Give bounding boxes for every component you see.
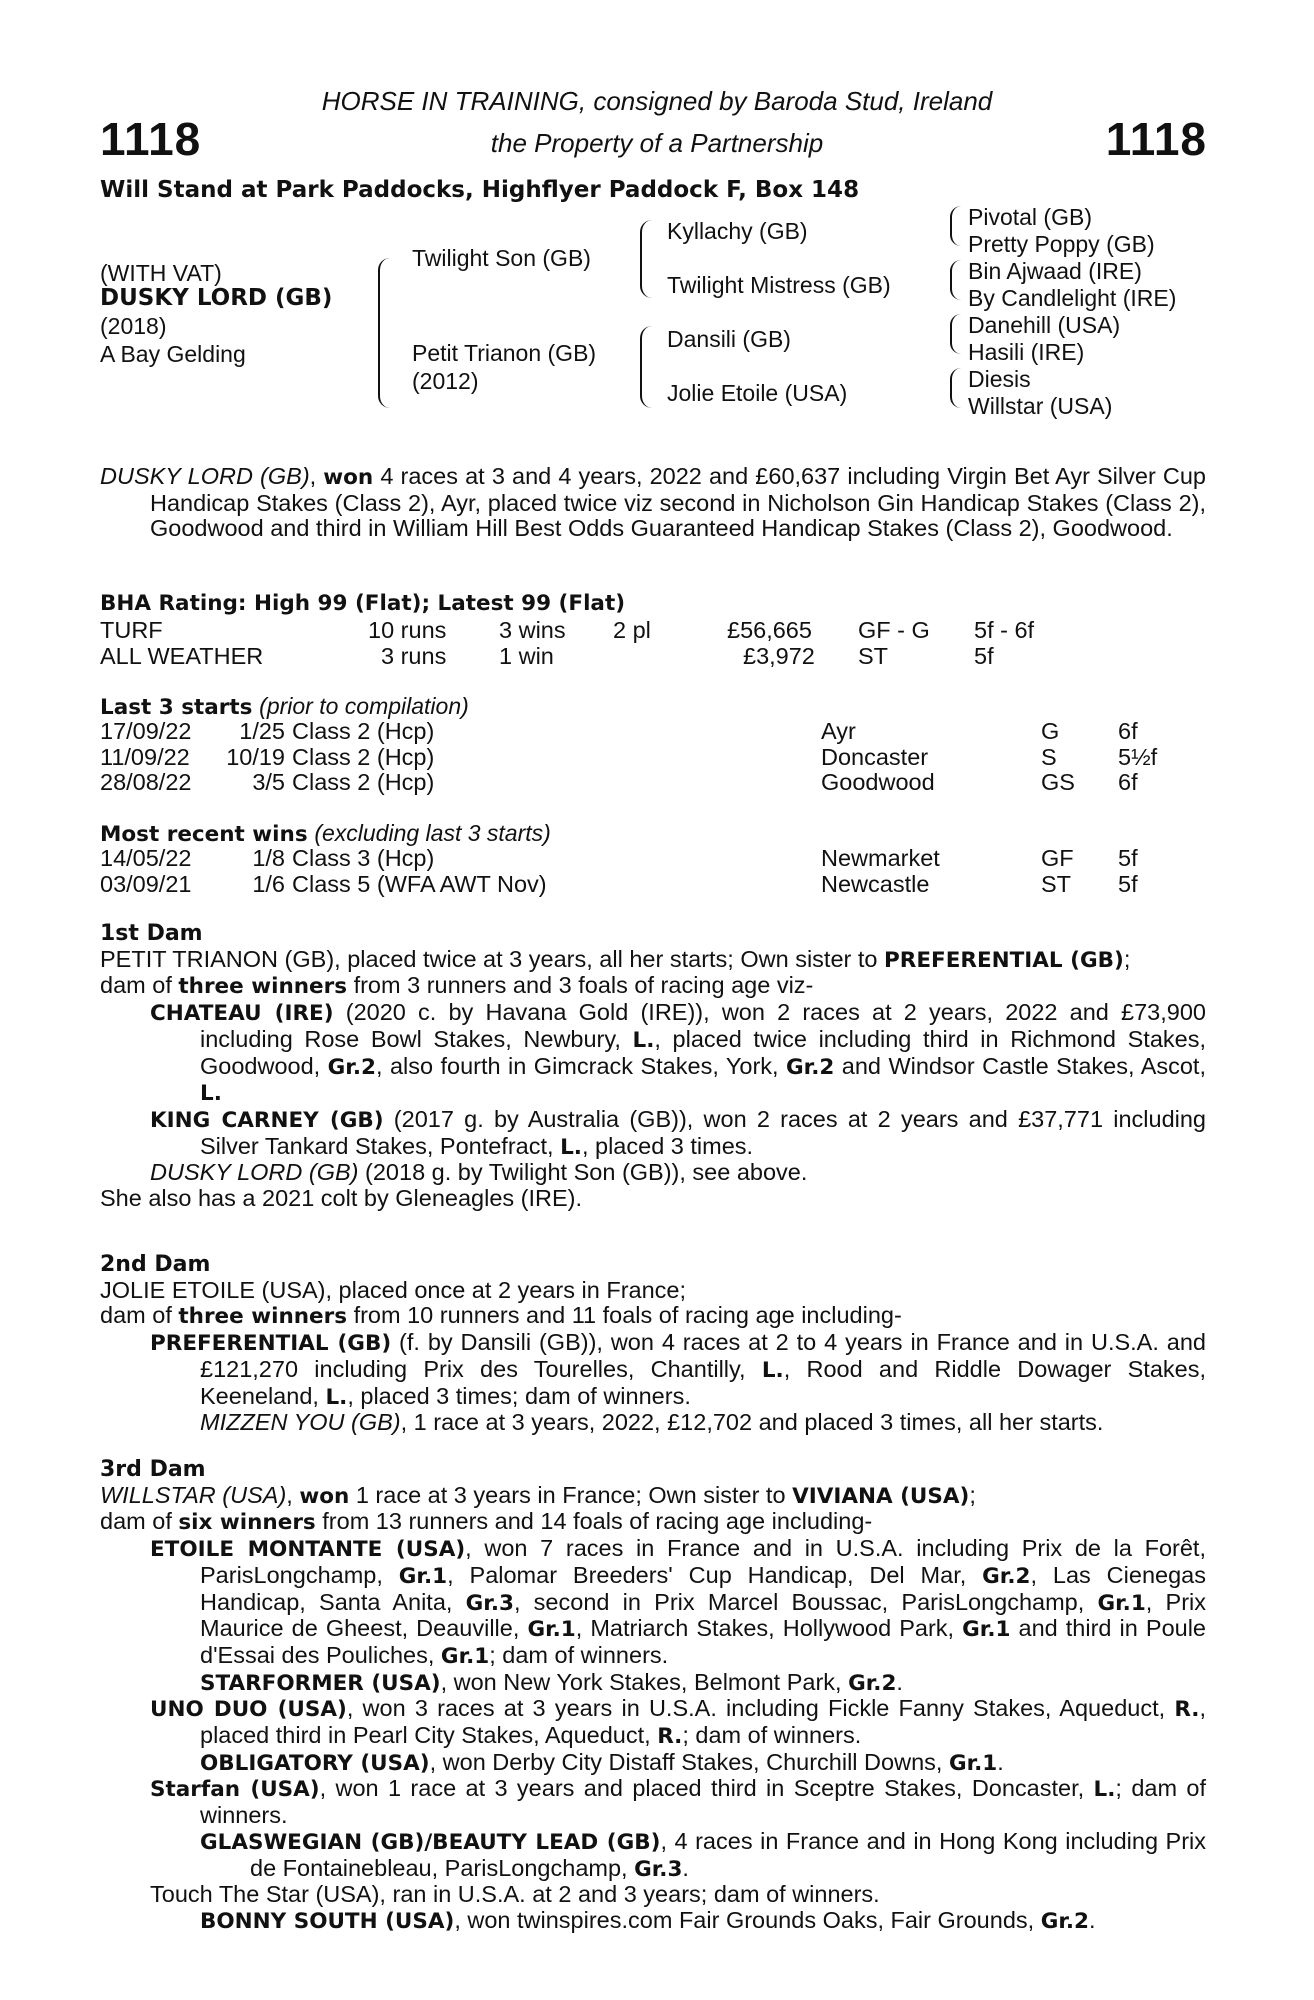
- punct: .: [682, 1854, 689, 1881]
- third-dam-text: 1 race at 3 years in France; Own sister to: [349, 1481, 793, 1508]
- punct: ;: [969, 1481, 976, 1508]
- lot-number-left: 1118: [100, 113, 202, 165]
- dam-of-label: dam of: [100, 1508, 179, 1535]
- punct: .: [896, 1668, 903, 1695]
- start-going: GS: [1041, 769, 1075, 796]
- start-course: Ayr: [821, 718, 856, 744]
- progeny-text: , won 1 race at 3 years and placed third in Sceptre Stakes, Doncaster,: [319, 1775, 1094, 1802]
- dam-dam: Jolie Etoile (USA): [667, 380, 848, 406]
- start-dist: 5f: [1118, 845, 1138, 871]
- grade: L.: [560, 1134, 582, 1160]
- second-dam-desc: JOLIE ETOILE (USA), placed once at 2 years in France;: [100, 1276, 687, 1303]
- third-dam-section: [100, 1457, 1206, 1935]
- start-course: Newmarket: [821, 845, 940, 871]
- grade: L.: [632, 1027, 655, 1053]
- punct: ;: [1123, 945, 1131, 972]
- dam-of-label: dam of: [100, 972, 179, 999]
- progeny-name: MIZZEN YOU (GB): [200, 1409, 401, 1436]
- progeny-text: and Windsor Castle Stakes, Ascot,: [834, 1052, 1206, 1079]
- sire-dam-sire: Bin Ajwaad (IRE): [968, 258, 1142, 284]
- rating-surface: ALL WEATHER: [100, 643, 264, 669]
- dam-sire-sire: Danehill (USA): [968, 312, 1121, 338]
- bha-rating-heading: BHA Rating: High 99 (Flat); Latest 99 (Flat): [100, 591, 626, 616]
- progeny-text: (f. by Dansili (GB)), won 4 races at 2 to 4 years in France and in U.S.A. and £121,270 including Prix des Tourelles, Chantilly,: [200, 1329, 1206, 1382]
- sire-sire-dam: Pretty Poppy (GB): [968, 231, 1155, 257]
- summary-won: won: [323, 465, 374, 490]
- start-dist: 6f: [1118, 718, 1138, 744]
- grade: Gr.1: [948, 1750, 998, 1776]
- progeny-text: , placed 3 times; dam of winners.: [347, 1382, 691, 1409]
- progeny-text: , placed third in Pearl City Stakes, Aqueduct,: [200, 1695, 1206, 1749]
- start-class: Class 5 (WFA AWT Nov): [292, 870, 547, 897]
- grade: R.: [1174, 1697, 1200, 1723]
- start-class: Class 2 (Hcp): [292, 769, 435, 796]
- grade: R.: [657, 1724, 683, 1750]
- brace-gen3-2: [950, 260, 961, 300]
- progeny-text: ; dam of winners.: [682, 1722, 862, 1749]
- lot-number-right: 1118: [1105, 113, 1207, 165]
- rating-wins: 3 wins: [499, 617, 566, 643]
- rating-runs: 10 runs: [368, 617, 447, 643]
- start-date: 14/05/22: [100, 845, 192, 871]
- dam-name: Petit Trianon (GB): [412, 340, 597, 366]
- progeny-text: , also fourth in Gimcrack Stakes, York,: [375, 1052, 787, 1079]
- own-sister-name: PREFERENTIAL (GB): [884, 947, 1124, 973]
- dam-year: (2012): [412, 368, 479, 394]
- start-date: 03/09/21: [100, 870, 192, 897]
- third-dam-heading: 3rd Dam: [100, 1457, 206, 1482]
- start-dist: 5½f: [1118, 743, 1158, 770]
- winners-count: three winners: [178, 974, 348, 1000]
- grade: L.: [200, 1081, 222, 1107]
- progeny-text: Touch The Star (USA), ran in U.S.A. at 2 and 3 years; dam of winners.: [150, 1881, 880, 1908]
- brace-gen3-3: [950, 314, 961, 354]
- rating-prize: £3,972: [743, 643, 815, 669]
- start-date: 11/09/22: [100, 743, 190, 770]
- progeny-name: BONNY SOUTH (USA): [200, 1908, 455, 1934]
- runners-text: from 10 runners and 11 foals of racing age including-: [347, 1302, 902, 1329]
- first-dam-heading: 1st Dam: [100, 921, 203, 946]
- start-pos: 1/6: [252, 870, 285, 897]
- sire-dam-dam: By Candlelight (IRE): [968, 285, 1177, 311]
- horse-name: DUSKY LORD (GB): [100, 285, 333, 311]
- start-course: Doncaster: [821, 743, 929, 770]
- grade: Gr.2: [327, 1054, 376, 1080]
- grade: Gr.3: [465, 1590, 514, 1616]
- start-pos: 10/19: [226, 743, 285, 770]
- progeny-name: Starfan (USA): [150, 1777, 320, 1803]
- grade: Gr.1: [1097, 1590, 1146, 1616]
- rating-distance: 5f: [974, 643, 994, 669]
- last3-heading: Last 3 starts: [100, 695, 253, 720]
- progeny-name: CHATEAU (IRE): [150, 1001, 334, 1027]
- grade: L.: [325, 1384, 348, 1410]
- race-summary: DUSKY LORD (GB), won 4 races at 3 and 4 years, 2022 and £60,637 including Virgin Bet Ayr Silver Cup Handicap Stakes (Class 2), Ayr, placed twice viz second in Nicholson Gin Handicap Stakes (Class 2), Goodwood and third in William Hill Best Odds Guaranteed Handicap Stakes (Class 2), Goodwood.: [100, 463, 1206, 542]
- summary-text: 4 races at 3 and 4 years, 2022 and £60,637 including Virgin Bet Ayr Silver Cup Handicap Stakes (Class 2), Ayr, placed twice viz second in Nicholson Gin Handicap Stakes (Class 2), Goodwood and third in William Hill Best Odds Guaranteed Handicap Stakes (Class 2), Goodwood.: [150, 463, 1206, 542]
- start-course: Newcastle: [821, 870, 930, 897]
- start-pos: 1/8: [252, 845, 285, 871]
- also-has-note: She also has a 2021 colt by Gleneagles (IRE).: [100, 1185, 583, 1212]
- progeny-text: , won 3 races at 3 years in U.S.A. including Fickle Fanny Stakes, Aqueduct,: [346, 1695, 1175, 1722]
- grade: Gr.2: [786, 1054, 835, 1080]
- grade: Gr.2: [1040, 1908, 1090, 1934]
- stand-location: Will Stand at Park Paddocks, Highflyer Paddock F, Box 148: [100, 177, 860, 203]
- progeny-text: , won twinspires.com Fair Grounds Oaks, Fair Grounds,: [454, 1906, 1041, 1933]
- dam-sire: Dansili (GB): [667, 326, 791, 352]
- progeny-name: STARFORMER (USA): [200, 1670, 441, 1696]
- dam-dam-dam: Willstar (USA): [968, 393, 1113, 419]
- grade: Gr.3: [634, 1856, 683, 1882]
- progeny-text: , Matriarch Stakes, Hollywood Park,: [575, 1615, 963, 1642]
- punct: .: [997, 1748, 1004, 1775]
- start-going: S: [1041, 743, 1057, 770]
- runners-text: from 13 runners and 14 foals of racing age including-: [315, 1508, 873, 1535]
- progeny-text: , won Derby City Distaff Stakes, Churchill Downs,: [429, 1748, 949, 1775]
- start-class: Class 3 (Hcp): [292, 845, 435, 871]
- progeny-text: , Las Cienegas Handicap, Santa Anita,: [200, 1561, 1206, 1615]
- punct: .: [1089, 1906, 1096, 1933]
- vat-label: (WITH VAT): [100, 260, 222, 286]
- winners-count: three winners: [178, 1304, 348, 1330]
- progeny-text: , Palomar Breeders' Cup Handicap, Del Mar,: [447, 1561, 983, 1588]
- rating-wins: 1 win: [499, 643, 554, 669]
- recent-note: (excluding last 3 starts): [314, 820, 551, 846]
- third-dam-name: WILLSTAR (USA): [100, 1481, 287, 1508]
- property-line: the Property of a Partnership: [490, 128, 824, 158]
- rating-distance: 5f - 6f: [974, 617, 1035, 643]
- start-dist: 5f: [1118, 870, 1138, 897]
- grade: L.: [1093, 1777, 1116, 1803]
- summary-horse-name: DUSKY LORD (GB): [100, 463, 310, 489]
- brace-sire: [640, 220, 652, 298]
- progeny-text: (2020 c. by Havana Gold (IRE)), won 2 races at 2 years, 2022 and £73,900 including Rose Bowl Stakes, Newbury,: [200, 999, 1206, 1052]
- horse-year: (2018): [100, 313, 167, 339]
- last3-note: (prior to compilation): [259, 693, 469, 719]
- second-dam-heading: 2nd Dam: [100, 1252, 211, 1277]
- first-dam-desc: PETIT TRIANON (GB), placed twice at 3 years, all her starts; Own sister to: [100, 945, 885, 972]
- sire-dam: Twilight Mistress (GB): [667, 272, 891, 298]
- runners-text: from 3 runners and 3 foals of racing age viz-: [347, 972, 814, 999]
- rating-surface: TURF: [100, 617, 163, 643]
- own-sister-name: VIVIANA (USA): [792, 1483, 970, 1509]
- sire-sire: Kyllachy (GB): [667, 218, 808, 244]
- start-going: ST: [1041, 870, 1072, 897]
- dam-dam-sire: Diesis: [968, 366, 1031, 392]
- progeny-name: OBLIGATORY (USA): [200, 1750, 430, 1776]
- brace-gen3-4: [950, 368, 961, 408]
- start-dist: 6f: [1118, 769, 1138, 796]
- start-pos: 1/25: [239, 718, 285, 744]
- horse-description: A Bay Gelding: [100, 341, 246, 367]
- progeny-text: , second in Prix Marcel Boussac, ParisLongchamp,: [513, 1588, 1098, 1615]
- start-going: GF: [1041, 845, 1074, 871]
- grade: Gr.1: [962, 1617, 1011, 1643]
- grade: Gr.1: [527, 1617, 576, 1643]
- rating-going: ST: [858, 643, 889, 669]
- progeny-name: GLASWEGIAN (GB)/BEAUTY LEAD (GB): [200, 1829, 661, 1855]
- start-class: Class 2 (Hcp): [292, 718, 435, 744]
- progeny-text: (2017 g. by Australia (GB)), won 2 races at 2 years and £37,771 including Silver Tankard Stakes, Pontefract,: [200, 1105, 1207, 1159]
- start-date: 17/09/22: [100, 718, 192, 744]
- progeny-text: , Rood and Riddle Dowager Stakes, Keeneland,: [200, 1355, 1206, 1409]
- rating-placed: 2 pl: [613, 617, 651, 643]
- progeny-text: and third in Poule d'Essai des Pouliches,: [200, 1615, 1206, 1668]
- recent-heading-line: [100, 820, 551, 848]
- progeny-name: PREFERENTIAL (GB): [150, 1331, 392, 1357]
- progeny-text: , 1 race at 3 years, 2022, £12,702 and placed 3 times, all her starts.: [400, 1409, 1104, 1436]
- progeny-text: (2018 g. by Twilight Son (GB)), see above.: [358, 1159, 808, 1186]
- rating-prize: £56,665: [727, 617, 812, 643]
- start-date: 28/08/22: [100, 769, 192, 796]
- start-course: Goodwood: [821, 769, 935, 796]
- brace-gen3-1: [950, 206, 961, 246]
- grade: Gr.1: [440, 1643, 490, 1669]
- rating-runs: 3 runs: [381, 643, 447, 669]
- progeny-text: ; dam of winners.: [200, 1775, 1207, 1829]
- progeny-text: , won 7 races in France and in U.S.A. including Prix de la Forêt, ParisLongchamp,: [200, 1535, 1206, 1588]
- start-going: G: [1041, 718, 1060, 744]
- won-label: won: [299, 1483, 350, 1509]
- rating-going: GF - G: [858, 617, 930, 643]
- progeny-text: , placed 3 times.: [581, 1132, 754, 1159]
- progeny-text: , placed twice including third in Richmond Stakes, Goodwood,: [200, 1025, 1206, 1079]
- sire-sire-sire: Pivotal (GB): [968, 204, 1092, 230]
- progeny-name: ETOILE MONTANTE (USA): [150, 1537, 466, 1563]
- brace-main: [378, 258, 390, 408]
- dam-of-label: dam of: [100, 1302, 179, 1329]
- punct: ,: [286, 1481, 300, 1508]
- progeny-name: UNO DUO (USA): [150, 1697, 347, 1723]
- second-dam-section: [100, 1252, 1206, 1436]
- winners-count: six winners: [178, 1510, 316, 1536]
- progeny-text: ; dam of winners.: [489, 1641, 669, 1668]
- first-dam-section: [100, 921, 1206, 1212]
- progeny-text: , won New York Stakes, Belmont Park,: [440, 1668, 849, 1695]
- grade: L.: [761, 1357, 784, 1383]
- start-pos: 3/5: [252, 769, 285, 796]
- dam-sire-dam: Hasili (IRE): [968, 339, 1085, 365]
- progeny-name: KING CARNEY (GB): [150, 1107, 384, 1133]
- sire-name: Twilight Son (GB): [412, 245, 591, 271]
- consignor-line: HORSE IN TRAINING, consigned by Baroda Stud, Ireland: [321, 86, 993, 116]
- progeny-text: , Prix Maurice de Gheest, Deauville,: [200, 1588, 1206, 1642]
- progeny-text: , 4 races in France and in Hong Kong including Prix de Fontainebleau, ParisLongchamp,: [250, 1827, 1207, 1881]
- start-class: Class 2 (Hcp): [292, 743, 435, 770]
- progeny-name: DUSKY LORD (GB): [150, 1159, 359, 1186]
- grade: Gr.2: [982, 1563, 1031, 1589]
- recent-heading: Most recent wins: [100, 822, 308, 847]
- brace-dam: [640, 326, 652, 408]
- grade: Gr.1: [398, 1563, 448, 1589]
- last3-heading-line: [100, 693, 469, 721]
- grade: Gr.2: [848, 1670, 897, 1696]
